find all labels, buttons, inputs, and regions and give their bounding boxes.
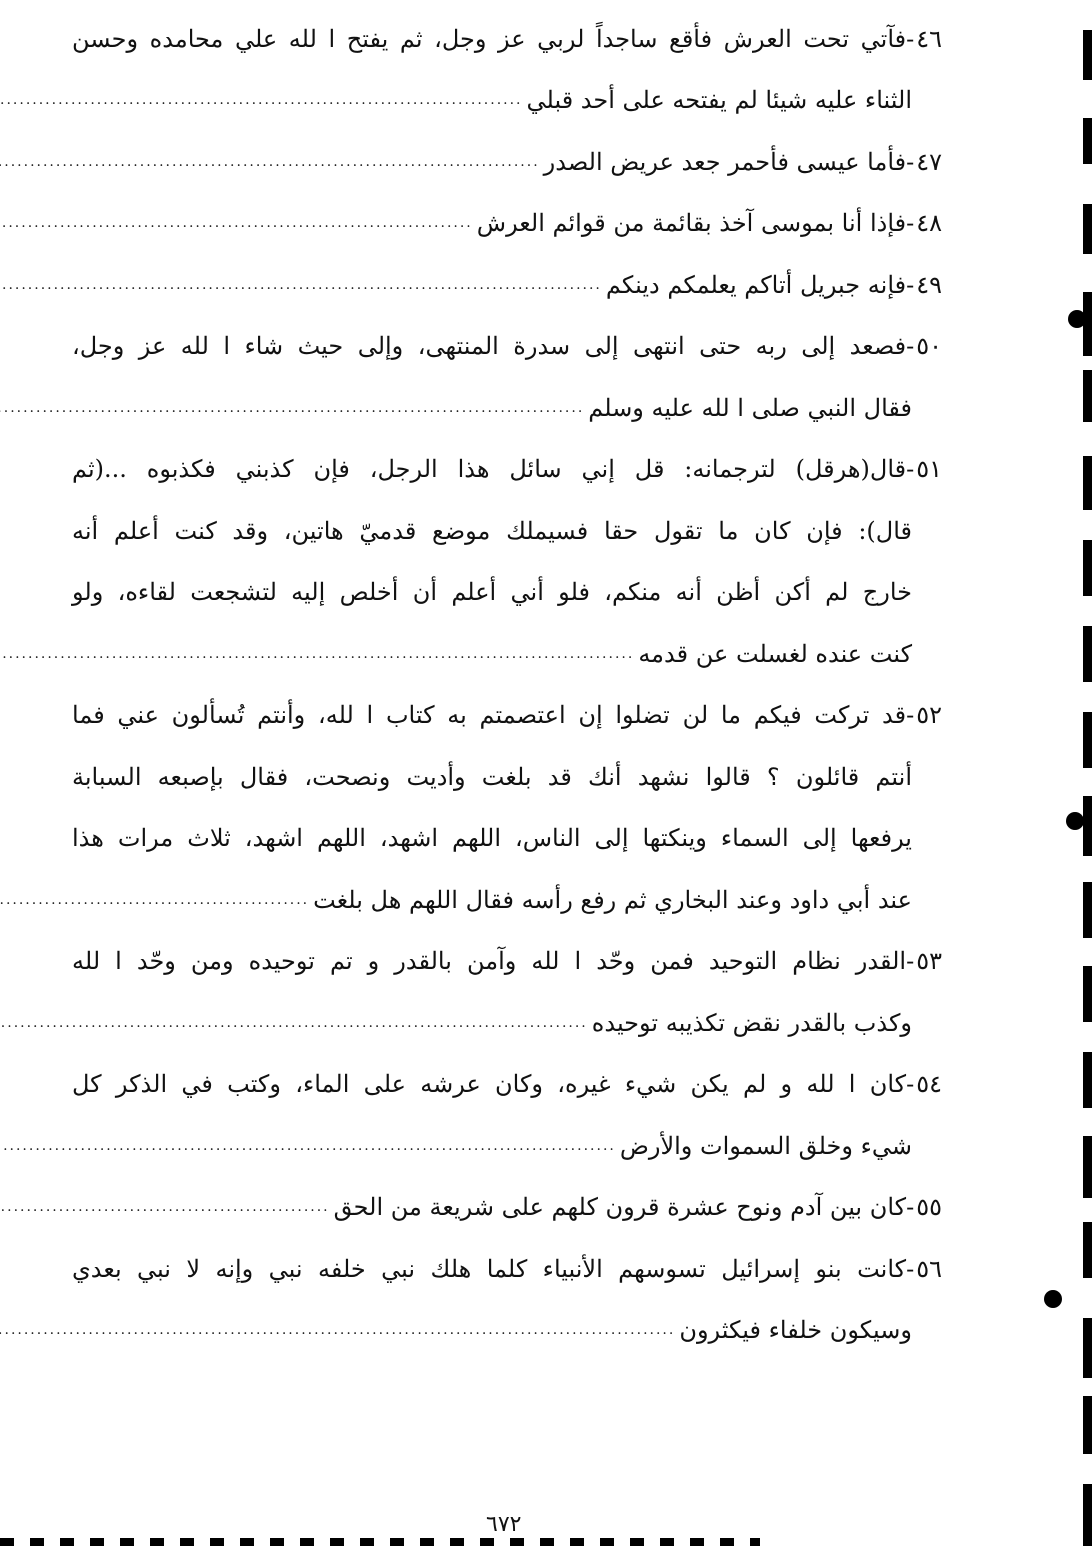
index-line bbox=[72, 808, 942, 870]
binding-mark bbox=[1083, 118, 1092, 164]
index-line bbox=[72, 70, 942, 132]
scan-artifact bbox=[0, 1538, 760, 1546]
entry-number: ٥٥ bbox=[916, 1193, 942, 1222]
binding-mark bbox=[1083, 796, 1092, 856]
binding-mark bbox=[1083, 1396, 1092, 1454]
index-line bbox=[72, 931, 942, 993]
index-line bbox=[72, 254, 942, 316]
binding-hole-icon bbox=[1068, 310, 1086, 328]
binding-mark bbox=[1083, 966, 1092, 1022]
entry-text: -كان ا لله و لم يكن شيء غيره، وكان عرشه على الماء، وكتب في الذكر كل bbox=[72, 1070, 915, 1099]
index-line bbox=[72, 1238, 942, 1300]
entry-text: كنت عنده لغسلت عن قدمه bbox=[638, 639, 912, 668]
entry-number: ٤٩ bbox=[916, 270, 942, 299]
binding-hole-icon bbox=[1066, 812, 1084, 830]
page-number: ٦٧٢ bbox=[486, 1512, 522, 1537]
entry-text: عند أبي داود وعند البخاري ثم رفع رأسه فقال اللهم هل بلغت bbox=[313, 885, 912, 914]
leader-dots bbox=[0, 1139, 616, 1153]
leader-dots bbox=[0, 155, 540, 169]
leader-dots bbox=[0, 647, 634, 661]
index-line bbox=[72, 8, 942, 70]
binding-mark bbox=[1083, 540, 1092, 596]
entry-number: ٥٢ bbox=[916, 701, 942, 730]
index-line bbox=[72, 685, 942, 747]
index-line bbox=[72, 131, 942, 193]
entry-text: وكذب بالقدر نقض تكذيبه توحيده bbox=[591, 1008, 912, 1037]
entry-text: -فإذا أنا بموسى آخذ بقائمة من قوائم العرش bbox=[476, 209, 915, 238]
index-line bbox=[72, 992, 942, 1054]
index-line bbox=[72, 1115, 942, 1177]
entry-text: فقال النبي صلى ا لله عليه وسلم bbox=[588, 393, 912, 422]
leader-dots bbox=[0, 893, 309, 907]
index-line bbox=[72, 1054, 942, 1116]
index-line bbox=[72, 1300, 942, 1362]
entry-text: -كان بين آدم ونوح عشرة قرون كلهم على شريعة من الحق bbox=[333, 1193, 915, 1222]
entry-text: -فآتي تحت العرش فأقع ساجداً لربي عز وجل، ثم يفتح ا لله علي محامده وحسن bbox=[72, 24, 915, 53]
binding-mark bbox=[1083, 370, 1092, 422]
binding-mark bbox=[1083, 882, 1092, 938]
index-line bbox=[72, 562, 942, 624]
entry-text: شيء وخلق السموات والأرض bbox=[619, 1131, 912, 1160]
entry-text: -القدر نظام التوحيد فمن وحّد ا لله وآمن بالقدر و تم توحيده ومن وحّد ا لله bbox=[72, 947, 915, 976]
leader-dots bbox=[0, 1016, 588, 1030]
entry-text: -فصعد إلى ربه حتى انتهى إلى سدرة المنتهى، وإلى حيث شاء ا لله عز وجل، bbox=[72, 332, 915, 361]
index-line bbox=[72, 746, 942, 808]
leader-dots bbox=[0, 93, 523, 107]
binding-mark bbox=[1083, 626, 1092, 682]
index-line bbox=[72, 439, 942, 501]
entry-text: -قد تركت فيكم ما لن تضلوا إن اعتصمتم به كتاب ا لله، وأنتم تُسألون عني فما bbox=[72, 701, 915, 730]
index-line bbox=[72, 869, 942, 931]
index-line bbox=[72, 377, 942, 439]
entry-text: خارج لم أكن أظن أنه منكم، فلو أني أعلم أن أخلص إليه لتشجعت لقاءه، ولو bbox=[72, 578, 912, 607]
binding-mark bbox=[1083, 1052, 1092, 1108]
index-line bbox=[72, 316, 942, 378]
entry-text: وسيكون خلفاء فيكثرون bbox=[679, 1316, 912, 1345]
binding-mark bbox=[1083, 456, 1092, 510]
entry-text: -فأما عيسى فأحمر جعد عريض الصدر bbox=[543, 147, 915, 176]
entry-text: -فإنه جبريل أتاكم يعلمكم دينكم bbox=[605, 270, 915, 299]
entry-number: ٥٤ bbox=[916, 1070, 942, 1099]
entry-text: يرفعها إلى السماء وينكتها إلى الناس، اللهم اشهد، اللهم اشهد، ثلاث مرات هذا bbox=[72, 824, 912, 853]
entry-number: ٤٧ bbox=[916, 147, 942, 176]
entry-number: ٥٦ bbox=[916, 1254, 942, 1283]
index-line bbox=[72, 1177, 942, 1239]
leader-dots bbox=[0, 401, 584, 415]
entry-number: ٥٣ bbox=[916, 947, 942, 976]
entry-text: أنتم قائلون ؟ قالوا نشهد أنك قد بلغت وأديت ونصحت، فقال بإصبعه السبابة bbox=[72, 762, 912, 791]
entry-text: -قال(هرقل) لترجمانه: قل إني سائل هذا الرجل، فإن كذبني فكذبوه ...(ثم bbox=[72, 455, 915, 484]
index-line bbox=[72, 623, 942, 685]
entry-number: ٥٠ bbox=[916, 332, 942, 361]
entry-text: الثناء عليه شيئا لم يفتحه على أحد قبلي bbox=[526, 86, 912, 115]
binding-mark bbox=[1083, 30, 1092, 80]
binding-mark bbox=[1083, 712, 1092, 768]
hadith-index-list bbox=[72, 8, 942, 1361]
entry-text: -كانت بنو إسرائيل تسوسهم الأنبياء كلما هلك نبي خلفه نبي وإنه لا نبي بعدي bbox=[72, 1254, 915, 1283]
leader-dots bbox=[0, 216, 473, 230]
leader-dots bbox=[0, 1200, 330, 1214]
binding-mark bbox=[1083, 1484, 1092, 1546]
index-line bbox=[72, 193, 942, 255]
leader-dots bbox=[0, 278, 602, 292]
binding-mark bbox=[1083, 1136, 1092, 1198]
index-line bbox=[72, 500, 942, 562]
entry-number: ٤٦ bbox=[916, 24, 942, 53]
entry-text: قال): فإن كان ما تقول حقا فسيملك موضع قدميّ هاتين، وقد كنت أعلم أنه bbox=[72, 516, 912, 545]
binding-mark bbox=[1083, 1318, 1092, 1378]
binding-mark bbox=[1083, 204, 1092, 254]
binding-hole-icon bbox=[1044, 1290, 1062, 1308]
entry-number: ٤٨ bbox=[916, 209, 942, 238]
leader-dots bbox=[0, 1323, 675, 1337]
binding-mark bbox=[1083, 1222, 1092, 1278]
entry-number: ٥١ bbox=[916, 455, 942, 484]
